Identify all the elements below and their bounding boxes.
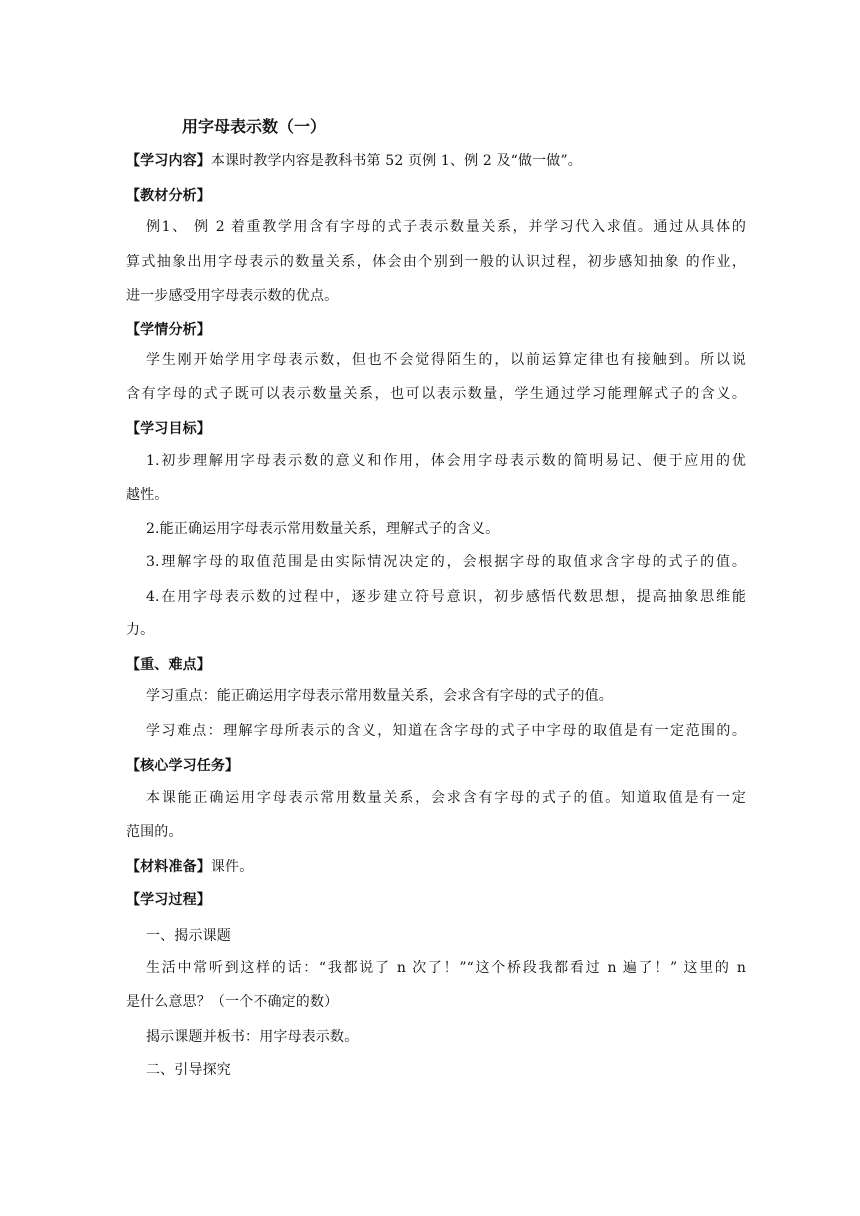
section-heading: 二、引导探究	[146, 1062, 231, 1078]
paragraph-line: 算式抽象出用字母表示的数量关系，体会由个别到一般的认识过程，初步感知抽象 的作业，	[126, 254, 746, 270]
goal-item-continued: 越性。	[126, 487, 169, 503]
paragraph-line: 揭示课题并板书：用字母表示数。	[146, 1029, 359, 1045]
paragraph-line: 范围的。	[126, 824, 183, 840]
goal-item: 2.能正确运用字母表示常用数量关系，理解式子的含义。	[146, 521, 500, 537]
learning-content-text: 本课时教学内容是教科书第 52 页例 1、例 2 及“做一做”。	[210, 153, 582, 169]
paragraph-line: 进一步感受用字母表示数的优点。	[126, 288, 339, 304]
paragraph-line: 学生刚开始学用字母表示数，但也不会觉得陌生的，以前运算定律也有接触到。所以说	[146, 352, 746, 368]
paragraph-line: 生活中常听到这样的话：“我都说了 n 次了！”“这个桥段我都看过 n 遍了！” 这里的 n	[146, 960, 746, 976]
student-analysis-heading: 【学情分析】	[126, 322, 211, 338]
document-title: 用字母表示数（一）	[182, 117, 327, 136]
learning-goals-heading: 【学习目标】	[126, 421, 211, 437]
goal-item: 4.在用字母表示数的过程中，逐步建立符号意识，初步感悟代数思想，提高抽象思维能	[146, 589, 746, 605]
section-heading: 一、揭示课题	[146, 928, 231, 944]
learning-content-line	[126, 151, 746, 171]
core-task-heading: 【核心学习任务】	[126, 758, 240, 774]
learning-content-heading: 【学习内容】	[126, 153, 211, 169]
textbook-analysis-heading: 【教材分析】	[126, 188, 211, 204]
materials-line	[126, 857, 746, 877]
goal-item-continued: 力。	[126, 622, 155, 638]
key-difficult-points-heading: 【重、难点】	[126, 657, 211, 673]
paragraph-line: 含有字母的式子既可以表示数量关系，也可以表示数量，学生通过学习能理解式子的含义。	[126, 386, 746, 402]
materials-text: 课件。	[210, 859, 254, 875]
materials-heading: 【材料准备】	[126, 859, 211, 875]
paragraph-line: 本课能正确运用字母表示常用数量关系，会求含有字母的式子的值。知道取值是有一定	[146, 790, 746, 806]
paragraph-line: 例1、 例 2 着重教学用含有字母的式子表示数量关系，并学习代入求值。通过从具体的	[146, 219, 746, 235]
goal-item: 3.理解字母的取值范围是由实际情况决定的，会根据字母的取值求含字母的式子的值。	[146, 554, 746, 570]
paragraph-line: 是什么意思？（一个不确定的数）	[126, 994, 339, 1010]
goal-item: 1.初步理解用字母表示数的意义和作用，体会用字母表示数的简明易记、便于应用的优	[146, 453, 746, 469]
key-point-line: 学习重点：能正确运用字母表示常用数量关系，会求含有字母的式子的值。	[146, 688, 613, 704]
difficult-point-line: 学习难点：理解字母所表示的含义，知道在含字母的式子中字母的取值是有一定范围的。	[146, 723, 746, 739]
learning-process-heading: 【学习过程】	[126, 892, 211, 908]
